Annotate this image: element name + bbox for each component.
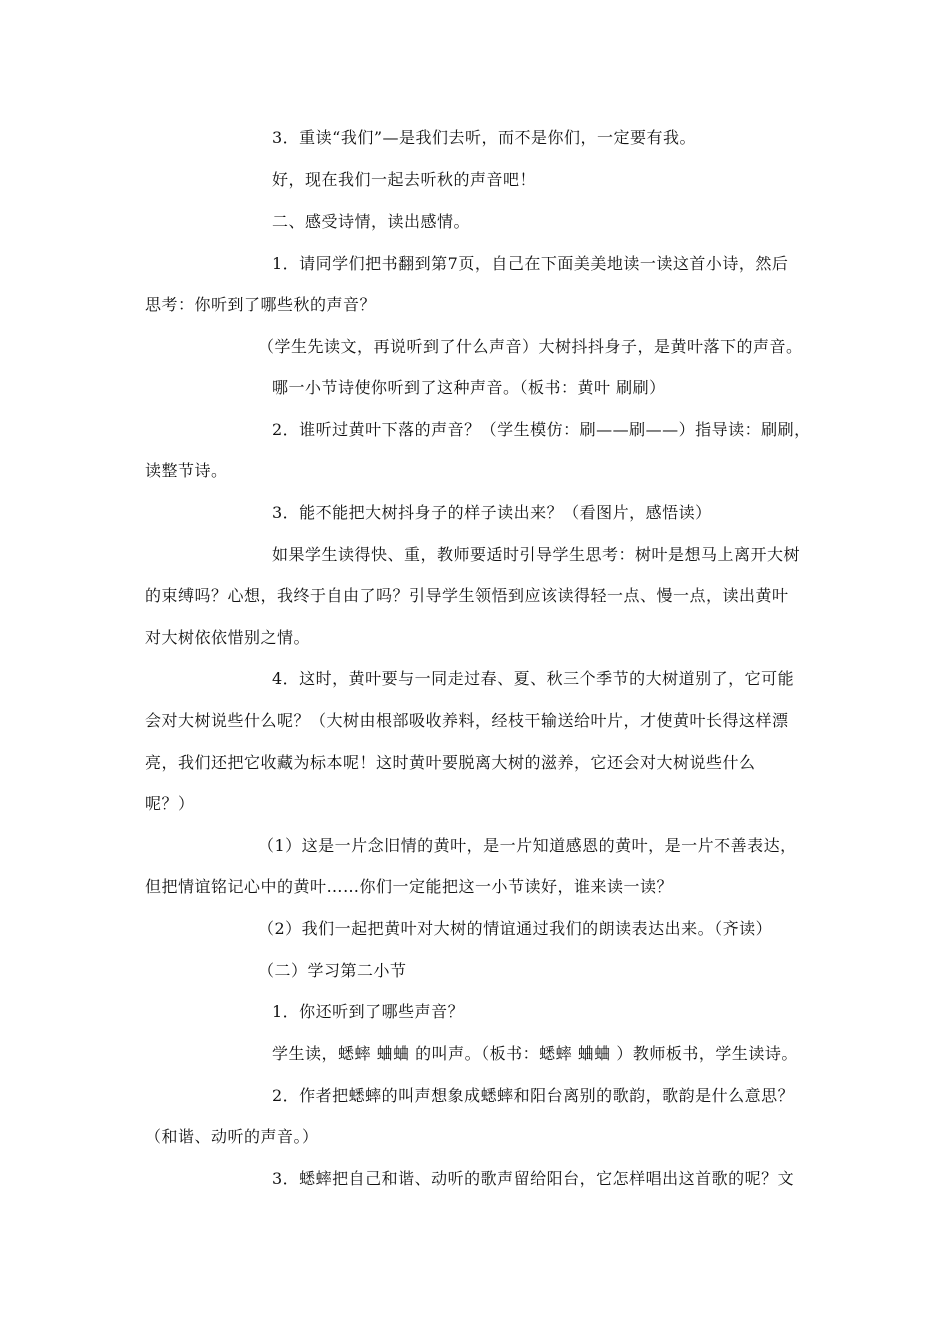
text-line: 4．这时，黄叶要与一同走过春、夏、秋三个季节的大树道别了，它可能 [272, 669, 795, 688]
text-line: 的束缚吗？心想，我终于自由了吗？引导学生领悟到应该读得轻一点、慢一点，读出黄叶 [145, 586, 789, 605]
text-line: 如果学生读得快、重，教师要适时引导学生思考：树叶是想马上离开大树 [272, 545, 801, 564]
text-line: 3．蟋蟀把自己和谐、动听的歌声留给阳台，它怎样唱出这首歌的呢？文 [272, 1169, 795, 1188]
text-line: （1）这是一片念旧情的黄叶，是一片知道感恩的黄叶，是一片不善表达， [258, 836, 797, 855]
text-line: （学生先读文，再说听到了什么声音）大树抖抖身子，是黄叶落下的声音。 [258, 337, 803, 356]
text-line: 会对大树说些什么呢？（大树由根部吸收养料，经枝干输送给叶片，才使黄叶长得这样漂 [145, 711, 789, 730]
text-line: 学生读，蟋蟀 蛐蛐 的叫声。（板书：蟋蟀 蛐蛐 ）教师板书，学生读诗。 [272, 1044, 798, 1063]
text-line: 1．你还听到了哪些声音？ [272, 1002, 465, 1021]
text-line: 1．请同学们把书翻到第7页，自己在下面美美地读一读这首小诗，然后 [272, 254, 789, 273]
text-line: （2）我们一起把黄叶对大树的情谊通过我们的朗读表达出来。（齐读） [258, 919, 773, 938]
text-line: 2．谁听过黄叶下落的声音？（学生模仿：刷——刷——）指导读：刷刷， [272, 420, 811, 439]
text-line: 哪一小节诗使你听到了这种声音。（板书：黄叶 刷刷） [272, 378, 666, 397]
section-heading: （二）学习第二小节 [258, 961, 407, 980]
text-line: 2．作者把蟋蟀的叫声想象成蟋蟀和阳台离别的歌韵，歌韵是什么意思？ [272, 1086, 795, 1105]
text-line: 亮，我们还把它收藏为标本呢！这时黄叶要脱离大树的滋养，它还会对大树说些什么 [145, 753, 756, 772]
text-line: 呢？） [145, 794, 195, 813]
text-line: 3．能不能把大树抖身子的样子读出来？（看图片，感悟读） [272, 503, 712, 522]
text-line: 思考：你听到了哪些秋的声音？ [145, 295, 377, 314]
text-line: 好，现在我们一起去听秋的声音吧！ [272, 170, 537, 189]
text-line: 3．重读“我们”—是我们去听，而不是你们，一定要有我。 [272, 128, 697, 147]
section-heading: 二、感受诗情，读出感情。 [272, 212, 471, 231]
text-line: 读整节诗。 [145, 461, 228, 480]
text-line: （和谐、动听的声音。） [145, 1127, 319, 1146]
text-line: 但把情谊铭记心中的黄叶……你们一定能把这一小节读好，谁来读一读？ [145, 877, 674, 896]
text-line: 对大树依依惜别之情。 [145, 628, 311, 647]
